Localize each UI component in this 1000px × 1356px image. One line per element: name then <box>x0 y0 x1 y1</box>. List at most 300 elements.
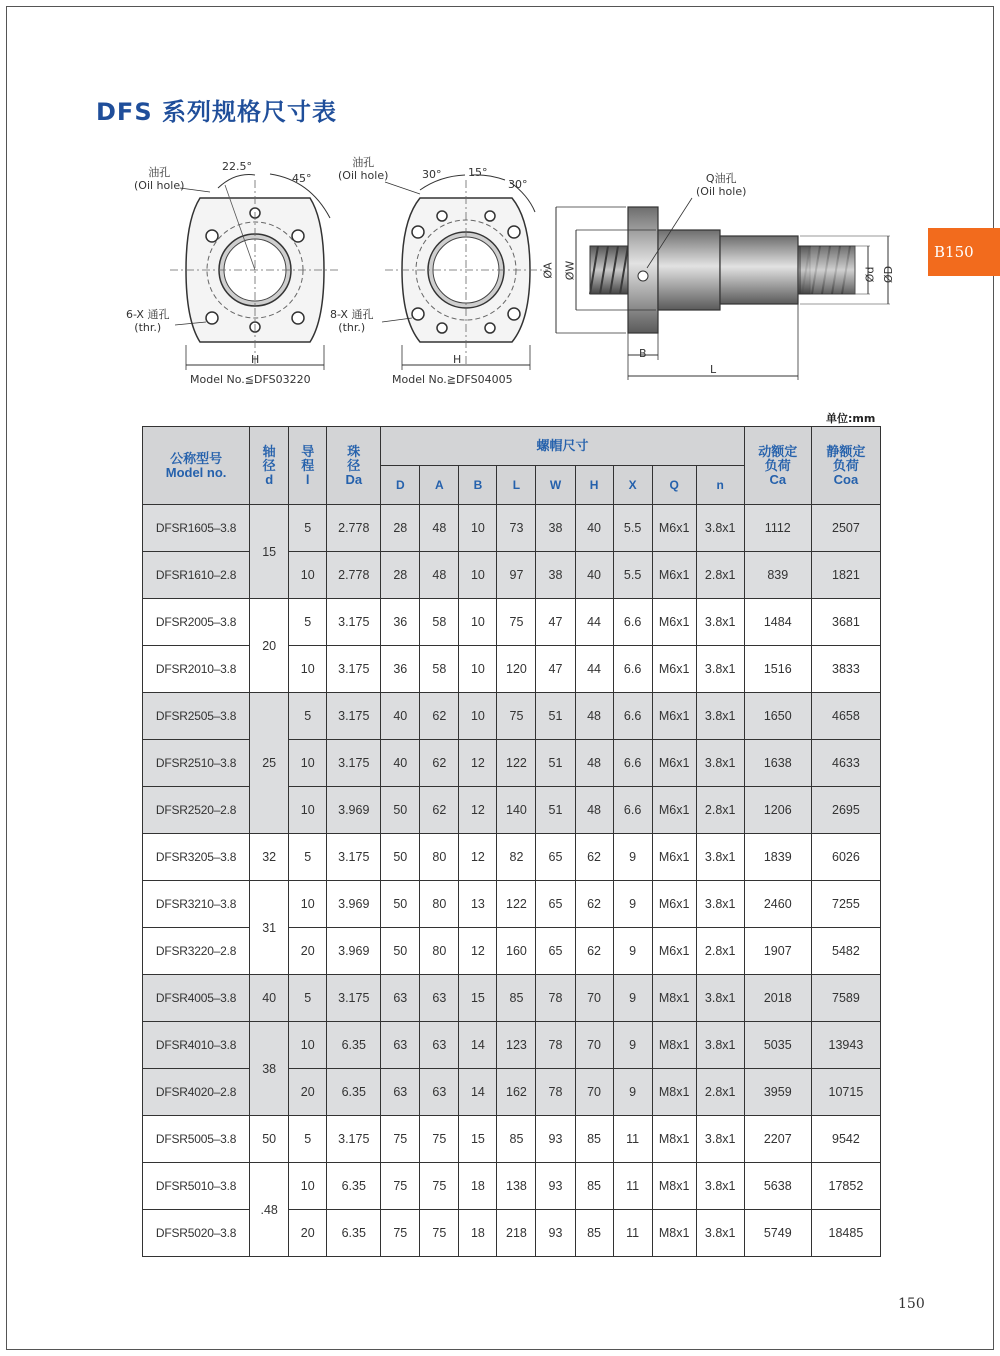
cell-x: 9 <box>613 881 652 928</box>
header-col-d: D <box>381 466 420 505</box>
header-model <box>143 427 250 505</box>
cell-model: DFSR2520–2.8 <box>143 787 250 834</box>
cell-w: 38 <box>536 505 575 552</box>
cell-coa: 2507 <box>811 505 880 552</box>
cell-w: 38 <box>536 552 575 599</box>
cell-n: 3.8x1 <box>696 834 744 881</box>
cell-x: 9 <box>613 975 652 1022</box>
cell-d: 63 <box>381 975 420 1022</box>
cell-h: 85 <box>575 1116 613 1163</box>
cell-w: 93 <box>536 1210 575 1257</box>
cell-h: 62 <box>575 928 613 975</box>
cell-d: 28 <box>381 552 420 599</box>
side-dim-l: L <box>710 363 717 376</box>
header-col-w: W <box>536 466 575 505</box>
cell-x: 5.5 <box>613 552 652 599</box>
cell-d: 50 <box>381 834 420 881</box>
cell-model: DFSR5010–3.8 <box>143 1163 250 1210</box>
cell-coa: 13943 <box>811 1022 880 1069</box>
header-static-sym: Coa <box>833 471 859 487</box>
cell-lead: 10 <box>289 646 327 693</box>
cell-shaft-diameter: 15 <box>250 505 289 599</box>
left-angle-1: 22.5° <box>222 160 252 173</box>
side-dim-d-small: Ød <box>863 266 877 283</box>
middle-angle-2: 15° <box>468 166 488 179</box>
cell-l: 218 <box>497 1210 536 1257</box>
side-dim-b: B <box>639 347 647 360</box>
cell-da: 6.35 <box>327 1163 381 1210</box>
table-row <box>143 1116 881 1163</box>
cell-model: DFSR2510–3.8 <box>143 740 250 787</box>
cell-w: 51 <box>536 693 575 740</box>
middle-holes-label <box>330 308 373 334</box>
cell-q: M6x1 <box>652 787 696 834</box>
cell-ca: 1650 <box>744 693 811 740</box>
cell-q: M6x1 <box>652 881 696 928</box>
header-shaft <box>250 427 289 505</box>
cell-coa: 3681 <box>811 599 880 646</box>
cell-a: 80 <box>420 928 459 975</box>
cell-lead: 10 <box>289 787 327 834</box>
cell-w: 93 <box>536 1116 575 1163</box>
cell-w: 51 <box>536 740 575 787</box>
header-col-l: L <box>497 466 536 505</box>
cell-a: 62 <box>420 787 459 834</box>
cell-d: 63 <box>381 1069 420 1116</box>
header-lead <box>289 427 327 505</box>
cell-d: 75 <box>381 1163 420 1210</box>
cell-q: M8x1 <box>652 1069 696 1116</box>
cell-ca: 1638 <box>744 740 811 787</box>
cell-w: 65 <box>536 928 575 975</box>
cell-model: DFSR1610–2.8 <box>143 552 250 599</box>
cell-q: M8x1 <box>652 1116 696 1163</box>
cell-q: M8x1 <box>652 1210 696 1257</box>
cell-x: 6.6 <box>613 693 652 740</box>
cell-n: 2.8x1 <box>696 928 744 975</box>
cell-b: 15 <box>459 1116 497 1163</box>
cell-b: 14 <box>459 1069 497 1116</box>
cell-d: 36 <box>381 646 420 693</box>
middle-angle-1: 30° <box>422 168 442 181</box>
cell-l: 75 <box>497 693 536 740</box>
cell-ca: 5638 <box>744 1163 811 1210</box>
cell-da: 6.35 <box>327 1210 381 1257</box>
cell-q: M6x1 <box>652 505 696 552</box>
cell-x: 11 <box>613 1163 652 1210</box>
side-q-oil-en: (Oil hole) <box>696 185 747 198</box>
cell-d: 75 <box>381 1116 420 1163</box>
cell-ca: 1484 <box>744 599 811 646</box>
cell-h: 70 <box>575 1022 613 1069</box>
cell-q: M6x1 <box>652 599 696 646</box>
cell-w: 78 <box>536 1069 575 1116</box>
cell-h: 44 <box>575 599 613 646</box>
cell-x: 6.6 <box>613 740 652 787</box>
cell-da: 3.969 <box>327 928 381 975</box>
left-model-label: Model No.≦DFS03220 <box>190 373 311 386</box>
cell-q: M6x1 <box>652 646 696 693</box>
cell-n: 3.8x1 <box>696 1163 744 1210</box>
cell-h: 70 <box>575 1069 613 1116</box>
cell-shaft-diameter: 31 <box>250 881 289 975</box>
cell-ca: 2460 <box>744 881 811 928</box>
cell-l: 85 <box>497 1116 536 1163</box>
header-col-h: H <box>575 466 613 505</box>
cell-shaft-diameter: 40 <box>250 975 289 1022</box>
cell-q: M6x1 <box>652 693 696 740</box>
header-dynamic-load <box>744 427 811 505</box>
cell-ca: 1839 <box>744 834 811 881</box>
table-row <box>143 1163 881 1210</box>
spec-table-body <box>143 505 881 1257</box>
table-row <box>143 599 881 646</box>
cell-lead: 10 <box>289 552 327 599</box>
cell-h: 62 <box>575 834 613 881</box>
cell-l: 85 <box>497 975 536 1022</box>
cell-w: 47 <box>536 599 575 646</box>
cell-d: 40 <box>381 740 420 787</box>
cell-model: DFSR4005–3.8 <box>143 975 250 1022</box>
cell-coa: 18485 <box>811 1210 880 1257</box>
cell-model: DFSR4020–2.8 <box>143 1069 250 1116</box>
middle-dim-h: H <box>453 353 462 366</box>
cell-lead: 20 <box>289 1210 327 1257</box>
cell-x: 9 <box>613 834 652 881</box>
table-row <box>143 975 881 1022</box>
cell-b: 14 <box>459 1022 497 1069</box>
cell-model: DFSR5005–3.8 <box>143 1116 250 1163</box>
cell-model: DFSR2010–3.8 <box>143 646 250 693</box>
cell-shaft-diameter: 50 <box>250 1116 289 1163</box>
cell-h: 85 <box>575 1210 613 1257</box>
cell-b: 13 <box>459 881 497 928</box>
middle-angle-3: 30° <box>508 178 528 191</box>
cell-lead: 5 <box>289 975 327 1022</box>
cell-n: 3.8x1 <box>696 1210 744 1257</box>
cell-da: 6.35 <box>327 1022 381 1069</box>
cell-lead: 5 <box>289 599 327 646</box>
header-col-x: X <box>613 466 652 505</box>
cell-x: 11 <box>613 1116 652 1163</box>
cell-lead: 10 <box>289 881 327 928</box>
cell-a: 63 <box>420 975 459 1022</box>
side-dim-w: ØW <box>563 260 577 281</box>
cell-q: M6x1 <box>652 928 696 975</box>
header-ball <box>327 427 381 505</box>
cell-a: 75 <box>420 1116 459 1163</box>
header-ball-cn: 珠径 <box>347 443 361 473</box>
cell-shaft-diameter: 25 <box>250 693 289 834</box>
left-oil-hole-cn: 油孔 <box>148 166 171 179</box>
side-q-oil-label <box>696 172 746 198</box>
cell-x: 6.6 <box>613 599 652 646</box>
cell-a: 62 <box>420 740 459 787</box>
cell-n: 3.8x1 <box>696 740 744 787</box>
cell-a: 58 <box>420 599 459 646</box>
cell-w: 78 <box>536 1022 575 1069</box>
table-row <box>143 881 881 928</box>
cell-x: 5.5 <box>613 505 652 552</box>
cell-a: 80 <box>420 834 459 881</box>
cell-da: 6.35 <box>327 1069 381 1116</box>
cell-coa: 9542 <box>811 1116 880 1163</box>
cell-x: 6.6 <box>613 646 652 693</box>
cell-shaft-diameter: 20 <box>250 599 289 693</box>
cell-l: 122 <box>497 740 536 787</box>
cell-n: 3.8x1 <box>696 599 744 646</box>
cell-h: 48 <box>575 740 613 787</box>
header-lead-cn: 导程 <box>301 443 315 473</box>
header-model-en: Model no. <box>165 464 227 480</box>
cell-b: 18 <box>459 1210 497 1257</box>
header-nut-dimensions: 螺帽尺寸 <box>381 427 744 466</box>
cell-coa: 7255 <box>811 881 880 928</box>
side-dim-a: ØA <box>541 262 555 279</box>
left-holes-label <box>126 308 169 334</box>
cell-h: 62 <box>575 881 613 928</box>
header-col-a: A <box>420 466 459 505</box>
cell-d: 75 <box>381 1210 420 1257</box>
cell-b: 18 <box>459 1163 497 1210</box>
cell-w: 65 <box>536 834 575 881</box>
cell-w: 47 <box>536 646 575 693</box>
table-row <box>143 505 881 552</box>
table-row <box>143 693 881 740</box>
cell-n: 3.8x1 <box>696 693 744 740</box>
cell-w: 51 <box>536 787 575 834</box>
cell-q: M8x1 <box>652 1022 696 1069</box>
cell-l: 138 <box>497 1163 536 1210</box>
cell-ca: 839 <box>744 552 811 599</box>
cell-b: 10 <box>459 646 497 693</box>
cell-coa: 10715 <box>811 1069 880 1116</box>
cell-lead: 10 <box>289 740 327 787</box>
cell-b: 12 <box>459 740 497 787</box>
cell-da: 3.969 <box>327 881 381 928</box>
cell-a: 58 <box>420 646 459 693</box>
cell-model: DFSR3210–3.8 <box>143 881 250 928</box>
cell-b: 12 <box>459 928 497 975</box>
header-dynamic-cn: 动额定负荷 <box>758 443 798 473</box>
side-dim-d-big: ØD <box>882 265 896 284</box>
cell-model: DFSR3205–3.8 <box>143 834 250 881</box>
cell-shaft-diameter: 38 <box>250 1022 289 1116</box>
cell-l: 75 <box>497 599 536 646</box>
header-static-cn: 静额定负荷 <box>826 443 866 473</box>
cell-l: 97 <box>497 552 536 599</box>
cell-a: 75 <box>420 1210 459 1257</box>
cell-w: 93 <box>536 1163 575 1210</box>
cell-ca: 5749 <box>744 1210 811 1257</box>
cell-n: 3.8x1 <box>696 881 744 928</box>
header-col-q: Q <box>652 466 696 505</box>
cell-coa: 6026 <box>811 834 880 881</box>
cell-q: M6x1 <box>652 740 696 787</box>
cell-l: 122 <box>497 881 536 928</box>
header-ball-sym: Da <box>345 471 363 487</box>
cell-lead: 20 <box>289 928 327 975</box>
technical-drawings <box>120 150 900 395</box>
cell-da: 3.175 <box>327 646 381 693</box>
left-oil-hole-en: (Oil hole) <box>134 179 185 192</box>
header-shaft-cn: 轴径 <box>262 443 276 473</box>
cell-da: 3.969 <box>327 787 381 834</box>
cell-x: 9 <box>613 928 652 975</box>
cell-b: 15 <box>459 975 497 1022</box>
side-q-oil-cn: Q油孔 <box>705 172 737 185</box>
left-holes-cn: 6-X 通孔 <box>126 308 170 321</box>
cell-x: 11 <box>613 1210 652 1257</box>
flange-front-view-8hole <box>382 175 548 370</box>
middle-oil-hole-cn: 油孔 <box>352 156 375 169</box>
cell-da: 3.175 <box>327 693 381 740</box>
cell-a: 62 <box>420 693 459 740</box>
left-oil-hole-label <box>134 166 184 192</box>
cell-n: 3.8x1 <box>696 505 744 552</box>
cell-lead: 5 <box>289 1116 327 1163</box>
cell-coa: 1821 <box>811 552 880 599</box>
header-shaft-sym: d <box>265 471 274 487</box>
cell-x: 9 <box>613 1069 652 1116</box>
cell-coa: 5482 <box>811 928 880 975</box>
cell-ca: 1907 <box>744 928 811 975</box>
cell-model: DFSR2505–3.8 <box>143 693 250 740</box>
cell-h: 48 <box>575 787 613 834</box>
cell-da: 3.175 <box>327 1116 381 1163</box>
header-col-b: B <box>459 466 497 505</box>
middle-oil-hole-en: (Oil hole) <box>338 169 389 182</box>
cell-a: 80 <box>420 881 459 928</box>
header-dynamic-sym: Ca <box>769 471 787 487</box>
cell-d: 28 <box>381 505 420 552</box>
header-col-n: n <box>696 466 744 505</box>
page-number: 150 <box>898 1296 925 1312</box>
cell-a: 63 <box>420 1022 459 1069</box>
cell-lead: 5 <box>289 505 327 552</box>
cell-a: 48 <box>420 505 459 552</box>
cell-a: 48 <box>420 552 459 599</box>
middle-holes-en: (thr.) <box>338 321 366 334</box>
cell-n: 3.8x1 <box>696 646 744 693</box>
cell-q: M6x1 <box>652 834 696 881</box>
cell-coa: 2695 <box>811 787 880 834</box>
cell-ca: 1206 <box>744 787 811 834</box>
cell-ca: 1112 <box>744 505 811 552</box>
cell-d: 36 <box>381 599 420 646</box>
cell-n: 3.8x1 <box>696 975 744 1022</box>
cell-model: DFSR5020–3.8 <box>143 1210 250 1257</box>
cell-lead: 20 <box>289 1069 327 1116</box>
table-row <box>143 834 881 881</box>
cell-d: 50 <box>381 787 420 834</box>
left-holes-en: (thr.) <box>134 321 162 334</box>
cell-ca: 2018 <box>744 975 811 1022</box>
cell-b: 10 <box>459 693 497 740</box>
page-title: DFS 系列规格尺寸表 <box>96 98 337 126</box>
cell-ca: 2207 <box>744 1116 811 1163</box>
cell-x: 6.6 <box>613 787 652 834</box>
header-lead-sym: l <box>305 471 310 487</box>
cell-d: 63 <box>381 1022 420 1069</box>
cell-b: 10 <box>459 599 497 646</box>
cell-h: 40 <box>575 552 613 599</box>
cell-l: 123 <box>497 1022 536 1069</box>
cell-da: 3.175 <box>327 599 381 646</box>
cell-ca: 5035 <box>744 1022 811 1069</box>
cell-b: 12 <box>459 787 497 834</box>
cell-da: 2.778 <box>327 552 381 599</box>
middle-model-label: Model No.≧DFS04005 <box>392 373 513 386</box>
cell-da: 3.175 <box>327 834 381 881</box>
cell-lead: 5 <box>289 834 327 881</box>
cell-lead: 10 <box>289 1022 327 1069</box>
cell-n: 2.8x1 <box>696 552 744 599</box>
cell-q: M8x1 <box>652 1163 696 1210</box>
cell-l: 82 <box>497 834 536 881</box>
unit-label: 单位:mm <box>826 412 876 425</box>
cell-h: 85 <box>575 1163 613 1210</box>
cell-n: 3.8x1 <box>696 1116 744 1163</box>
cell-l: 73 <box>497 505 536 552</box>
cell-model: DFSR4010–3.8 <box>143 1022 250 1069</box>
nut-side-view <box>556 198 890 380</box>
cell-h: 48 <box>575 693 613 740</box>
cell-shaft-diameter: .48 <box>250 1163 289 1257</box>
cell-coa: 7589 <box>811 975 880 1022</box>
cell-ca: 3959 <box>744 1069 811 1116</box>
cell-lead: 5 <box>289 693 327 740</box>
cell-d: 40 <box>381 693 420 740</box>
cell-l: 162 <box>497 1069 536 1116</box>
cell-h: 40 <box>575 505 613 552</box>
cell-b: 10 <box>459 552 497 599</box>
cell-lead: 10 <box>289 1163 327 1210</box>
middle-holes-cn: 8-X 通孔 <box>330 308 374 321</box>
cell-coa: 4633 <box>811 740 880 787</box>
header-model-cn: 公称型号 <box>170 450 223 466</box>
header-static-load <box>811 427 880 505</box>
cell-da: 3.175 <box>327 975 381 1022</box>
cell-q: M6x1 <box>652 552 696 599</box>
spec-table <box>142 426 881 1257</box>
section-tab: B150 <box>928 228 1000 276</box>
cell-l: 140 <box>497 787 536 834</box>
cell-model: DFSR2005–3.8 <box>143 599 250 646</box>
cell-model: DFSR3220–2.8 <box>143 928 250 975</box>
cell-w: 65 <box>536 881 575 928</box>
cell-coa: 4658 <box>811 693 880 740</box>
cell-model: DFSR1605–3.8 <box>143 505 250 552</box>
cell-n: 2.8x1 <box>696 1069 744 1116</box>
cell-d: 50 <box>381 881 420 928</box>
cell-n: 2.8x1 <box>696 787 744 834</box>
cell-ca: 1516 <box>744 646 811 693</box>
cell-da: 3.175 <box>327 740 381 787</box>
cell-l: 160 <box>497 928 536 975</box>
cell-coa: 3833 <box>811 646 880 693</box>
cell-h: 70 <box>575 975 613 1022</box>
cell-b: 10 <box>459 505 497 552</box>
cell-coa: 17852 <box>811 1163 880 1210</box>
cell-a: 63 <box>420 1069 459 1116</box>
cell-w: 78 <box>536 975 575 1022</box>
cell-l: 120 <box>497 646 536 693</box>
cell-d: 50 <box>381 928 420 975</box>
cell-a: 75 <box>420 1163 459 1210</box>
cell-b: 12 <box>459 834 497 881</box>
cell-da: 2.778 <box>327 505 381 552</box>
